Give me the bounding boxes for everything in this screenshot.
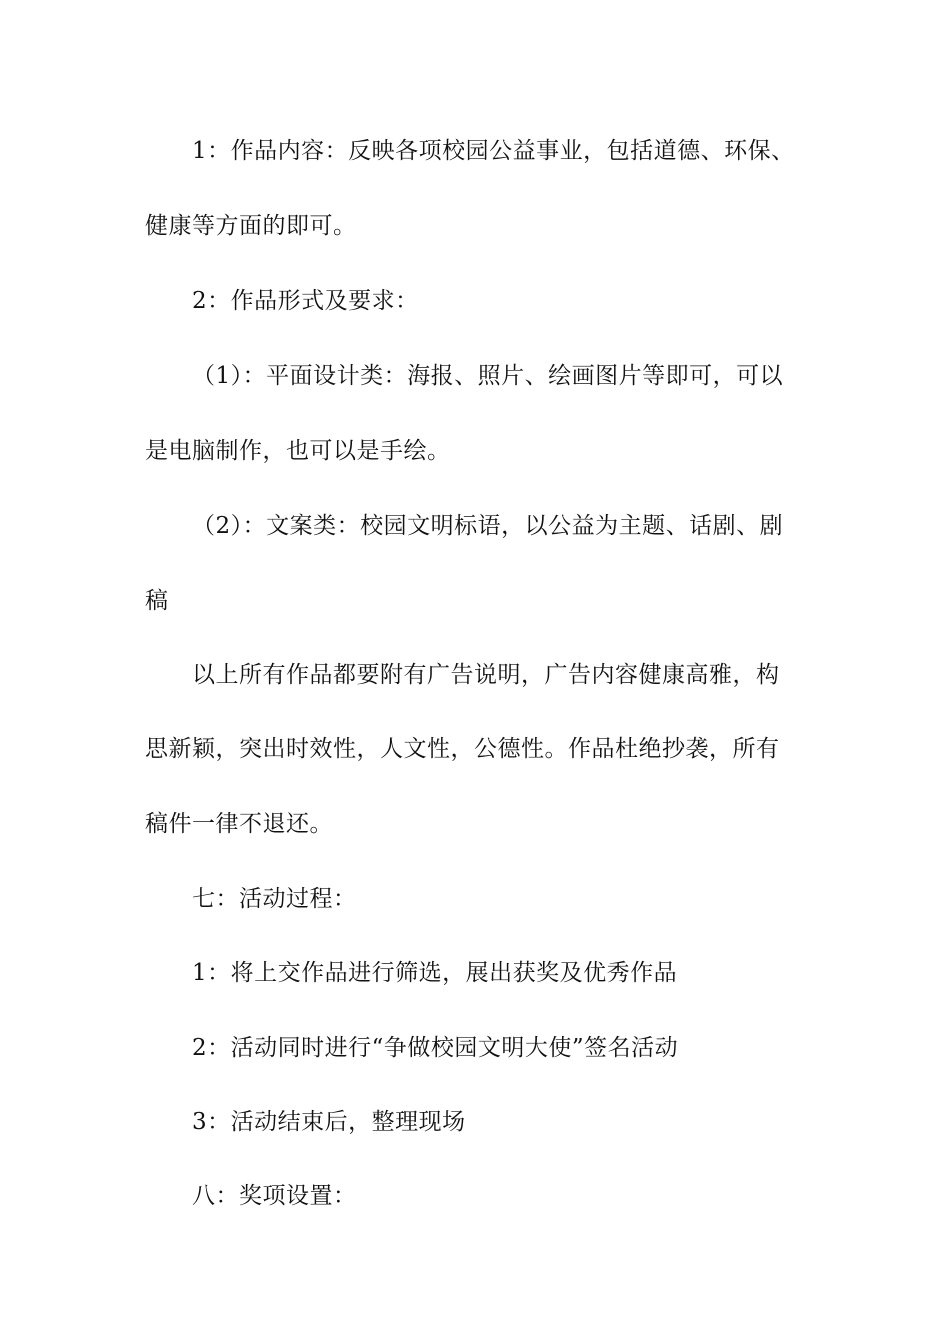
- paragraph-copywriting-line-2: 稿: [145, 588, 169, 614]
- list-item-process-2: 2：活动同时进行“争做校园文明大使”签名活动: [192, 1035, 679, 1061]
- paragraph-ad-description-line-1: 以上所有作品都要附有广告说明，广告内容健康高雅，构: [192, 662, 780, 688]
- paragraph-content-line-1: 1：作品内容：反映各项校园公益事业，包括道德、环保、: [192, 138, 795, 164]
- heading-award-settings: 八：奖项设置：: [192, 1183, 357, 1209]
- paragraph-graphic-design-line-2: 是电脑制作，也可以是手绘。: [145, 438, 451, 464]
- paragraph-content-line-2: 健康等方面的即可。: [145, 213, 357, 239]
- paragraph-ad-description-line-3: 稿件一律不退还。: [145, 811, 333, 837]
- paragraph-ad-description-line-2: 思新颖，突出时效性，人文性，公德性。作品杜绝抄袭，所有: [145, 736, 780, 762]
- list-item-process-1: 1：将上交作品进行筛选，展出获奖及优秀作品: [192, 960, 678, 986]
- paragraph-copywriting-line-1: （2）：文案类：校园文明标语，以公益为主题、话剧、剧: [192, 513, 784, 539]
- heading-activity-process: 七：活动过程：: [192, 886, 357, 912]
- list-item-process-3: 3：活动结束后，整理现场: [192, 1109, 466, 1135]
- paragraph-graphic-design-line-1: （1）：平面设计类：海报、照片、绘画图片等即可，可以: [192, 363, 784, 389]
- heading-form-requirements: 2：作品形式及要求：: [192, 288, 419, 314]
